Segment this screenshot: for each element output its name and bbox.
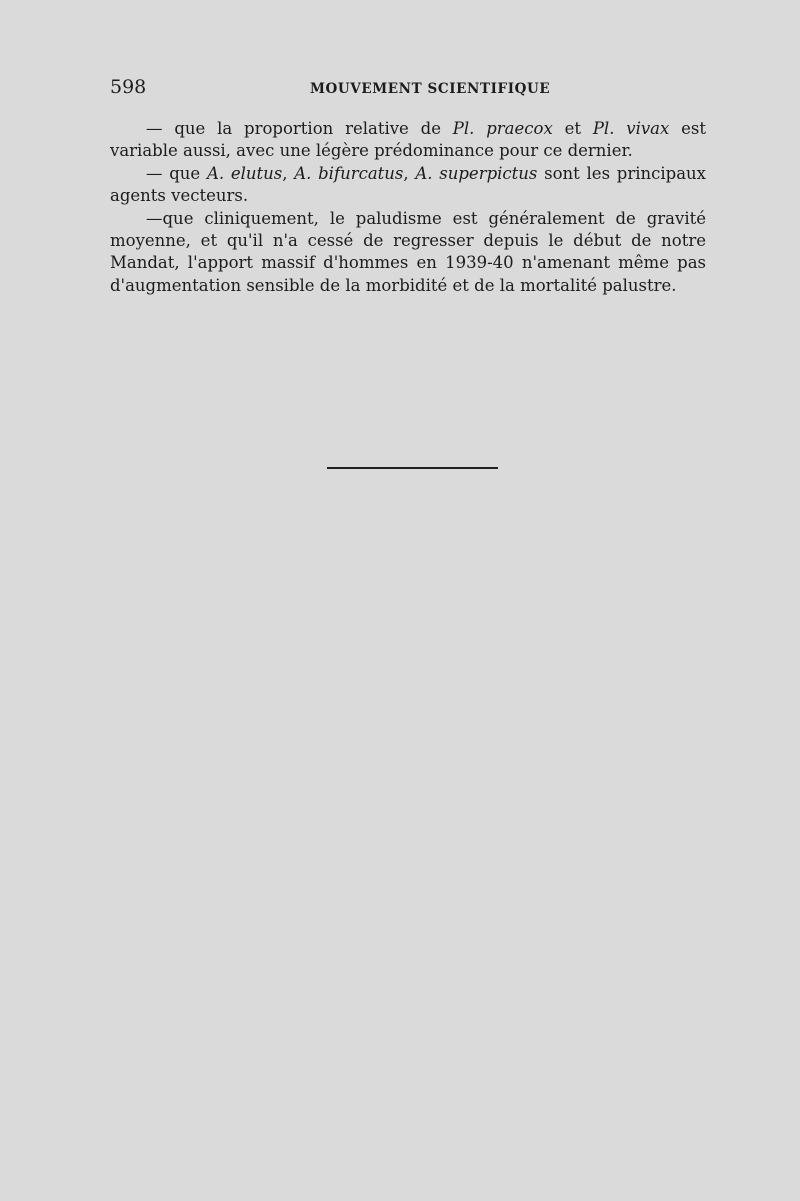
species-name: Pl. vivax xyxy=(592,119,670,138)
running-head: MOUVEMENT SCIENTIFIQUE xyxy=(310,81,551,97)
species-name: A. elutus xyxy=(206,163,283,183)
text-run: est variable aussi, avec une légère prédominance pour ce dernier. xyxy=(110,119,707,161)
page-header xyxy=(110,76,706,102)
section-end-rule xyxy=(327,467,498,469)
text-run: sont les principaux agents vecteurs. xyxy=(110,163,706,206)
paragraph-proportion xyxy=(110,118,706,163)
page-number: 598 xyxy=(110,76,147,98)
text-run: , xyxy=(403,163,416,183)
species-name: Pl. praecox xyxy=(452,119,553,138)
body-text xyxy=(110,118,706,297)
species-name: A. superpictus xyxy=(415,163,538,183)
text-run: , xyxy=(282,163,295,183)
species-name: A. bifurcatus xyxy=(294,163,404,183)
text-run: et xyxy=(552,119,593,138)
text-run: —que cliniquement, le paludisme est généralement de gravité moyenne, et qu'il n'a cessé de regresser depuis le début de notre Mandat, l'apport massif d'hommes en 1939-40 n'amenant même pas d'augmentation sensible de la morbidité et de la mortalité palustre. xyxy=(110,208,706,295)
paragraph-clinical xyxy=(110,208,706,298)
text-run: — que xyxy=(146,163,207,183)
paragraph-vectors xyxy=(110,163,706,208)
text-run: — que la proportion relative de xyxy=(146,119,453,138)
